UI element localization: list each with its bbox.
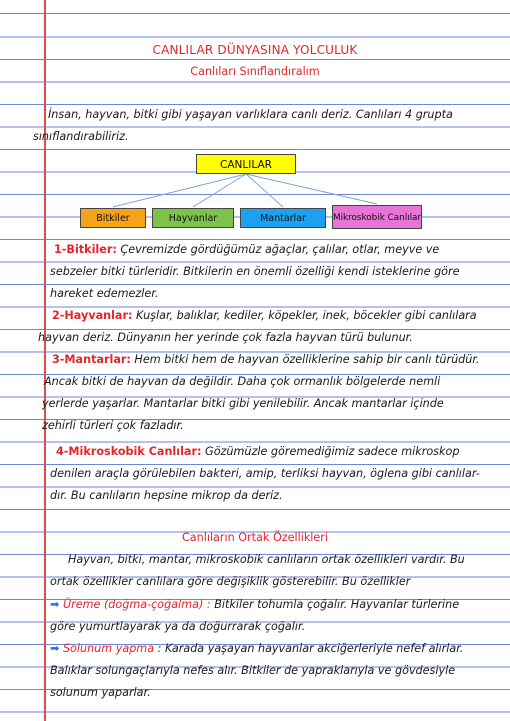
- breathing-line: Balıklar solungaçlarıyla nefes alır. Bitkiler de yapraklarıyla ve gövdesiyle: [50, 664, 456, 677]
- breathing-heading: Solunum yapma: [62, 642, 155, 655]
- arrow-right-icon: ➡: [50, 598, 60, 611]
- diagram-animals: Hayvanlar: [152, 208, 234, 228]
- classification-diagram: [0, 150, 510, 232]
- diagram-microorganisms: Mikroskobik Canlılar: [332, 205, 422, 229]
- common-line-2: ortak özellikler canlılara göre değişiklik gösterebilir. Bu özellikler: [50, 575, 411, 588]
- page-title: CANLILAR DÜNYASINA YOLCULUK: [152, 43, 358, 57]
- common-line-1: Hayvan, bitki, mantar, mikroskobik canlıların ortak özellikleri vardır. Bu: [68, 553, 465, 566]
- diagram-plants: Bitkiler: [80, 208, 146, 228]
- reproduction-paragraph-first: ➡ Üreme (doğma-çoğalma) : Bitkiler tohumla çoğalır. Hayvanlar türlerine: [50, 598, 460, 611]
- micro-paragraph-first: 4-Mikroskobik Canlılar: Gözümüzle göremediğimiz sadece mikroskop: [56, 445, 460, 458]
- fungi-line: zehirli türleri çok fazladır.: [42, 419, 184, 432]
- reproduction-heading: Üreme (doğma-çoğalma) :: [62, 598, 211, 611]
- fungi-paragraph-first: 3-Mantarlar: Hem bitki hem de hayvan özelliklerine sahip bir canlı türüdür.: [52, 353, 480, 366]
- fungi-line: Ancak bitki de hayvan da değildir. Daha çok ormanlık bölgelerde nemli: [44, 375, 441, 388]
- intro-line-1: İnsan, hayvan, bitki gibi yaşayan varlıklara canlı deriz. Canlıları 4 grupta: [48, 108, 453, 121]
- animals-paragraph-first: 2-Hayvanlar: Kuşlar, balıklar, kediler, köpekler, inek, böcekler gibi canlılara: [52, 309, 477, 322]
- reproduction-line: göre yumurtlayarak ya da doğurrarak çoğalır.: [50, 620, 306, 633]
- intro-line-2: sınıflandırabiliriz.: [33, 130, 129, 143]
- diagram-root: CANLILAR: [196, 154, 296, 174]
- micro-line: denilen araçla görülebilen bakteri, amip, terliksi hayvan, öglena gibi canlılar-: [50, 467, 480, 480]
- breathing-line: solunum yaparlar.: [50, 686, 151, 699]
- fungi-heading: 3-Mantarlar:: [52, 353, 131, 366]
- micro-line: dır. Bu canlıların hepsine mikrop da deriz.: [50, 489, 283, 502]
- plants-line: sebzeler bitki türleridir. Bitkilerin en önemli özelliği kendi isteklerine göre: [50, 265, 460, 278]
- plants-paragraph-first: 1-Bitkiler: Çevremizde gördüğümüz ağaçlar, çalılar, otlar, meyve ve: [54, 243, 440, 256]
- page-subtitle: Canlıları Sınıflandıralım: [190, 65, 320, 78]
- plants-line: hareket edemezler.: [50, 287, 159, 300]
- micro-heading: 4-Mikroskobik Canlılar:: [56, 445, 202, 458]
- arrow-right-icon: ➡: [50, 642, 60, 655]
- plants-heading: 1-Bitkiler:: [54, 243, 117, 256]
- diagram-fungi: Mantarlar: [240, 208, 326, 228]
- animals-line: hayvan deriz. Dünyanın her yerinde çok fazla hayvan türü bulunur.: [38, 331, 413, 344]
- common-title: Canlıların Ortak Özellikleri: [181, 531, 329, 544]
- fungi-line: yerlerde yaşarlar. Mantarlar bitki gibi yenilebilir. Ancak mantarlar içinde: [42, 397, 444, 410]
- breathing-paragraph-first: ➡ Solunum yapma : Karada yaşayan hayvanlar akciğerleriyle nefef alırlar.: [50, 642, 464, 655]
- animals-heading: 2-Hayvanlar:: [52, 309, 133, 322]
